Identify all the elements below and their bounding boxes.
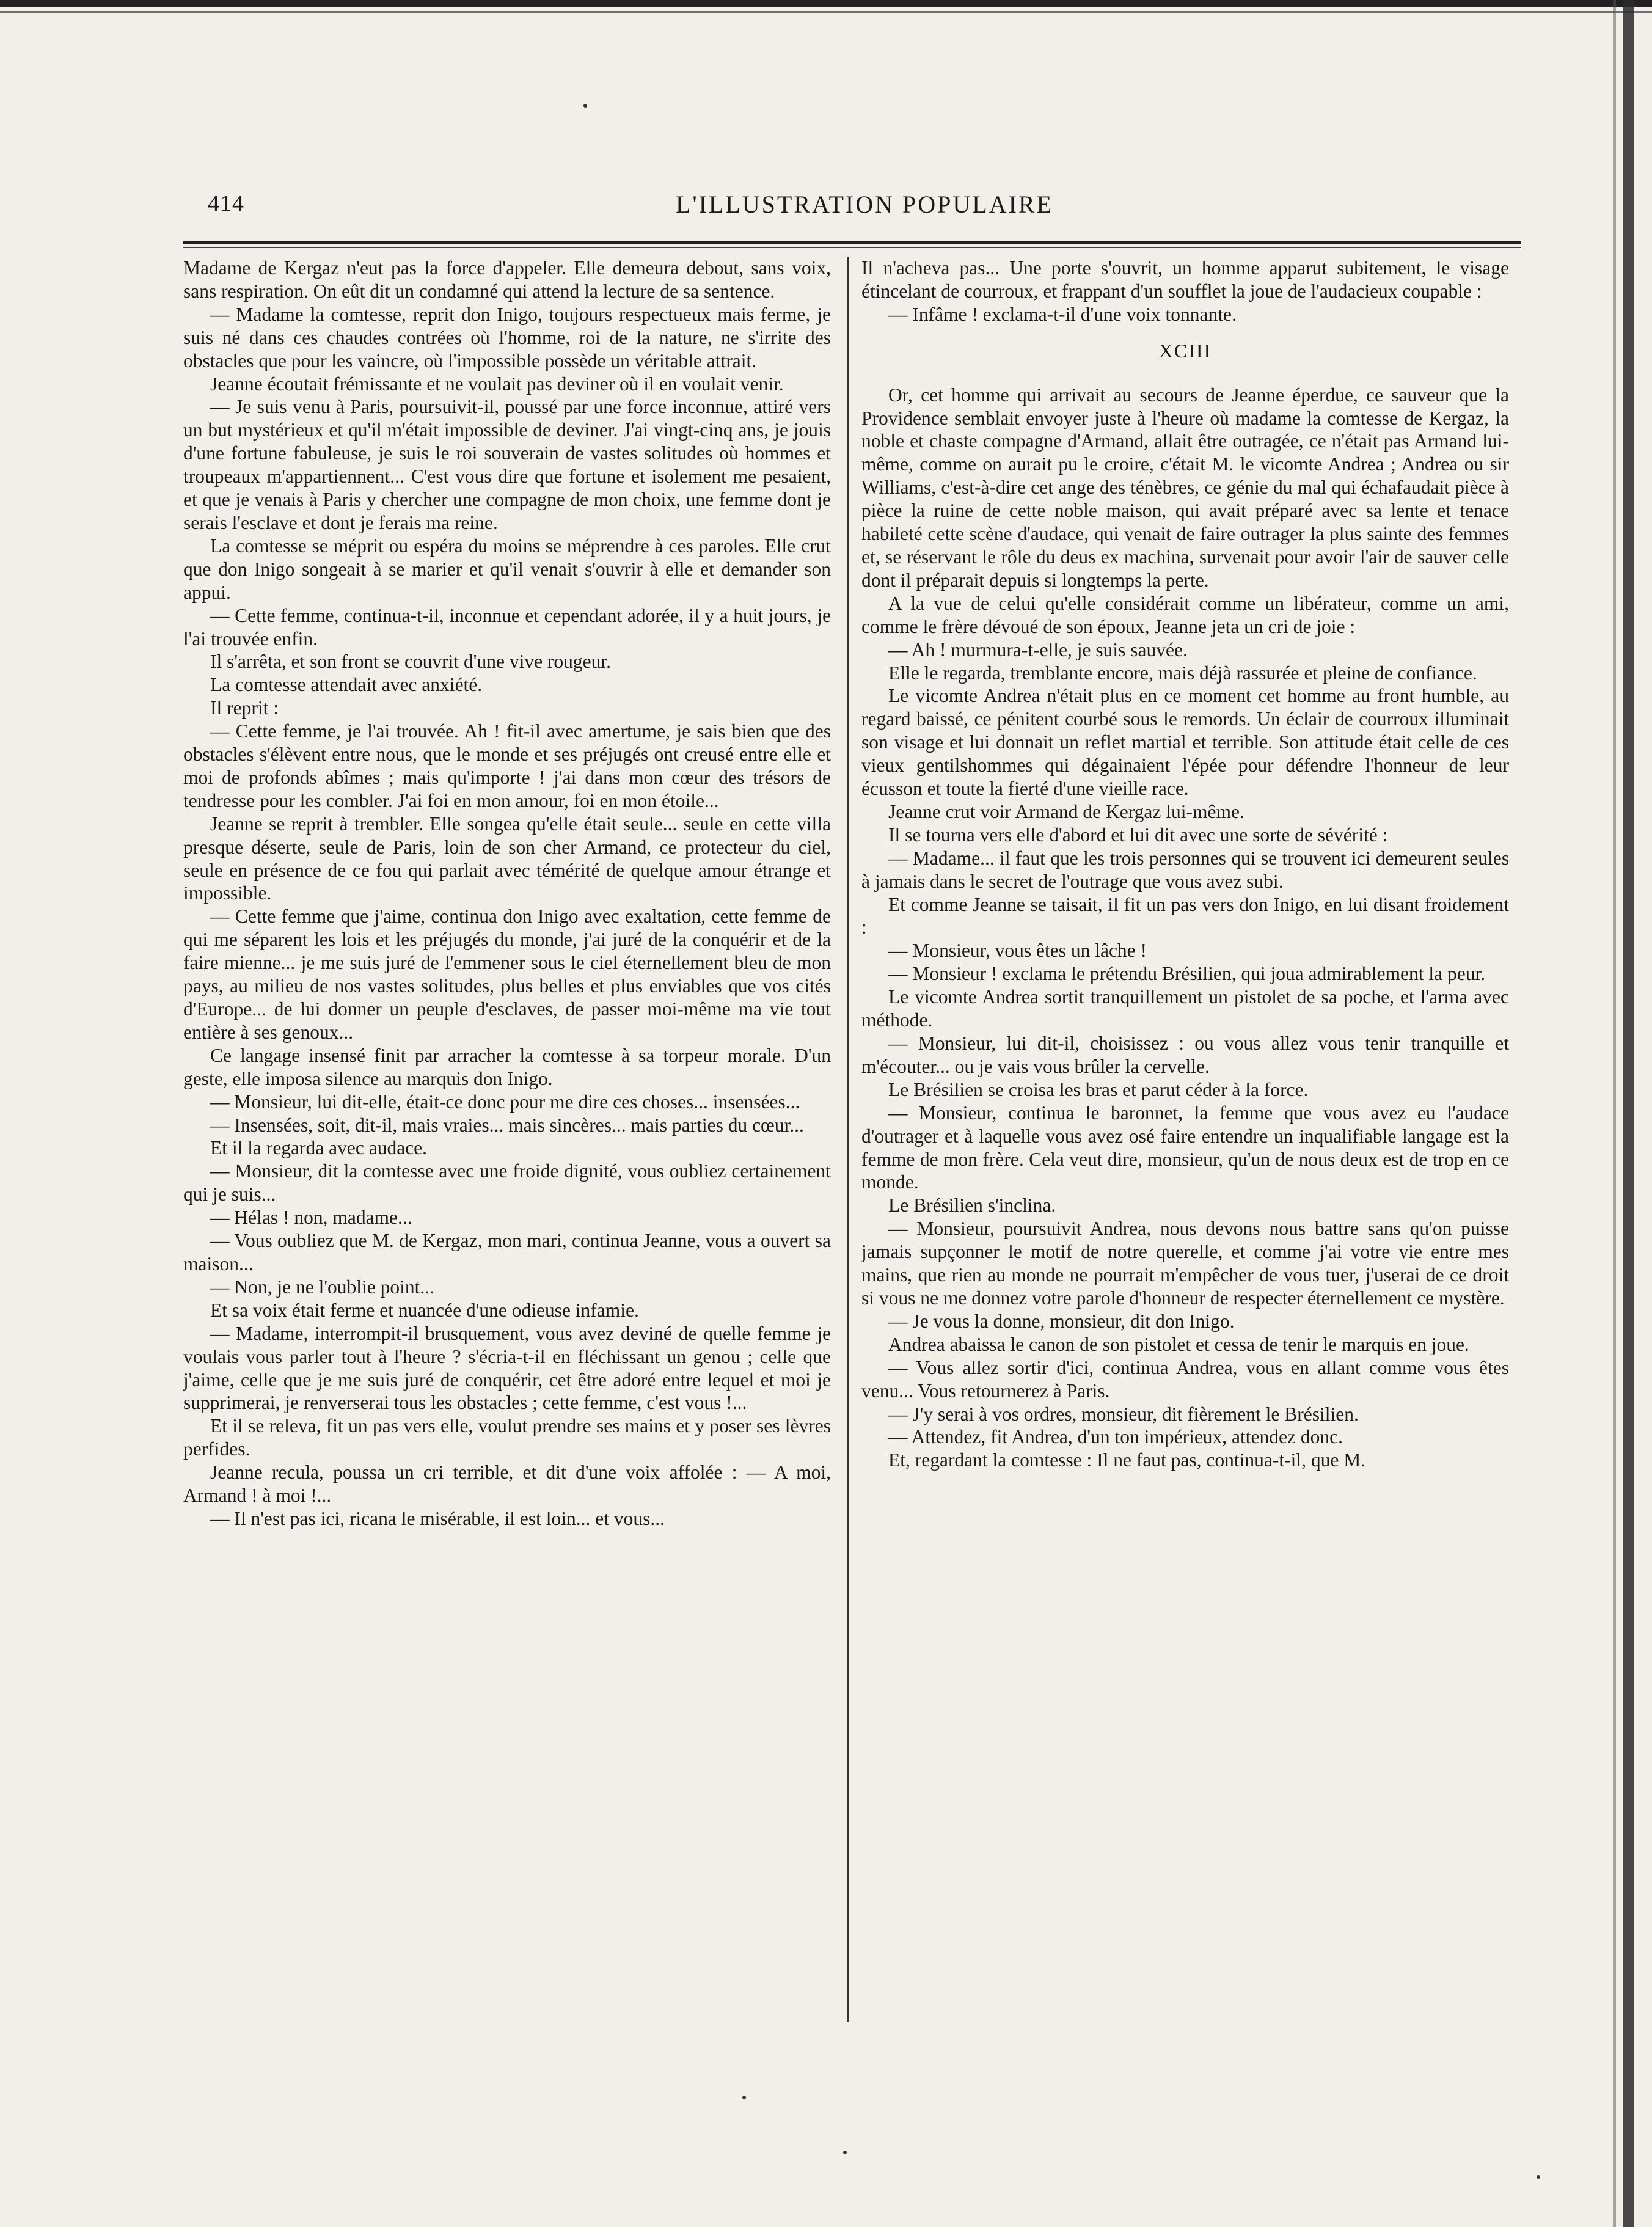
paragraph: Jeanne crut voir Armand de Kergaz lui-même. <box>888 800 1244 822</box>
paragraph: Et, regardant la comtesse : Il ne faut pas, continua-t-il, que M. <box>888 1449 1366 1471</box>
paragraph: Le vicomte Andrea n'était plus en ce moment cet homme au front humble, au regard baissé, ce pénitent courbé sous le remords. Un éclair de courroux illuminait son visage et lui donnait un reflet martial et terrible. Son attitude était celle de ces vieux gentilshommes qui dégainaient l'épée pour défendre l'honneur de leur écusson et toute la fierté d'une vieille race. <box>861 685 1509 800</box>
right-column-top <box>861 257 1509 326</box>
paragraph: — Il n'est pas ici, ricana le misérable, il est loin... et vous... <box>210 1507 665 1529</box>
left-column <box>183 257 831 1530</box>
top-scan-border <box>0 0 1652 7</box>
paragraph: — Monsieur, continua le baronnet, la femme que vous avez eu l'audace d'outrager et à laquelle vous avez osé faire entendre un inqualifiable langage est la femme de mon frère. Cela veut dire, monsieur, qu'un de nous deux est de trop en ce monde. <box>861 1102 1509 1193</box>
paragraph: — Non, je ne l'oublie point... <box>210 1276 435 1298</box>
paragraph: — Cette femme, continua-t-il, inconnue et cependant adorée, il y a huit jours, je l'ai trouvée enfin. <box>183 604 831 649</box>
header-rule-secondary <box>183 247 1521 248</box>
top-scan-border-secondary <box>0 11 1652 13</box>
paragraph: Il s'arrêta, et son front se couvrit d'une vive rougeur. <box>210 651 612 673</box>
paragraph: Madame de Kergaz n'eut pas la force d'appeler. Elle demeura debout, sans voix, sans respiration. On eût dit un condamné qui attend la lecture de sa sentence. <box>183 257 831 302</box>
paragraph: Le Brésilien se croisa les bras et parut céder à la force. <box>888 1078 1309 1100</box>
paragraph: Et comme Jeanne se taisait, il fit un pas vers don Inigo, en lui disant froidement : <box>861 893 1509 938</box>
paragraph: Et il la regarda avec audace. <box>210 1137 428 1159</box>
paragraph: Il reprit : <box>210 697 279 719</box>
paragraph: — Attendez, fit Andrea, d'un ton impérieux, attendez donc. <box>888 1426 1343 1448</box>
page-header <box>208 186 1521 223</box>
paragraph: — Madame la comtesse, reprit don Inigo, toujours respectueux mais ferme, je suis né dans ces chaudes contrées où l'homme, roi de la nature, ne s'irrite des obstacles que pour les vaincre, où l'impossible possède un véritable attrait. <box>183 303 831 371</box>
paragraph: Jeanne recula, poussa un cri terrible, et dit d'une voix affolée : — A moi, Armand ! à moi !... <box>183 1461 831 1507</box>
paragraph: Et sa voix était ferme et nuancée d'une odieuse infamie. <box>210 1299 639 1321</box>
paragraph: — Je suis venu à Paris, poursuivit-il, poussé par une force inconnue, attiré vers un but mystérieux et qu'il m'était impossible de deviner. J'ai vingt-cinq ans, je jouis d'une fortune fabuleuse, je suis le roi souverain de vastes solitudes où hommes et troupeaux m'appartiennent... C'est vous dire que fortune et isolement me pesaient, et que je venais à Paris y chercher une compagne de mon choix, une femme dont je serais l'esclave et dont je ferais ma reine. <box>183 396 831 533</box>
paragraph: Et il se releva, fit un pas vers elle, voulut prendre ses mains et y poser ses lèvres perfides. <box>183 1415 831 1460</box>
paragraph: — Monsieur, lui dit-elle, était-ce donc pour me dire ces choses... insensées... <box>210 1091 800 1113</box>
paragraph: — Monsieur, poursuivit Andrea, nous devons nous battre sans qu'on puisse jamais supçonner le motif de notre querelle, et comme j'ai votre vie entre mes mains, que rien au monde ne pourrait m'empêcher de vous tuer, j'userai de ce droit si vous ne me donnez votre parole d'honneur de respecter éternellement ce mystère. <box>861 1218 1509 1309</box>
paragraph: — Cette femme que j'aime, continua don Inigo avec exaltation, cette femme de qui me séparent les lois et les préjugés du monde, j'ai juré de la conquérir et de la faire mienne... je me suis juré de l'emmener sous le ciel éternellement bleu de mon pays, au milieu de nos vastes solitudes, plus belles et plus enviables que vos cités d'Europe... de lui donner un peuple d'esclaves, de passer moi-même ma vie tout entière à ses genoux... <box>183 905 831 1043</box>
right-column-bottom <box>861 384 1509 1472</box>
paragraph: Ce langage insensé finit par arracher la comtesse à sa torpeur morale. D'un geste, elle imposa silence au marquis don Inigo. <box>183 1044 831 1089</box>
scan-speck <box>583 104 587 108</box>
paragraph: — Monsieur, dit la comtesse avec une froide dignité, vous oubliez certainement qui je suis... <box>183 1160 831 1205</box>
paragraph: Il n'acheva pas... Une porte s'ouvrit, un homme apparut subitement, le visage étincelant de courroux, et frappant d'un soufflet la joue de l'audacieux coupable : <box>861 257 1509 302</box>
paragraph: — J'y serai à vos ordres, monsieur, dit fièrement le Brésilien. <box>888 1403 1359 1425</box>
scan-speck <box>1537 2175 1540 2179</box>
right-column <box>861 257 1509 1472</box>
paragraph: — Hélas ! non, madame... <box>210 1207 412 1229</box>
paragraph: Jeanne écoutait frémissante et ne voulait pas deviner où il en voulait venir. <box>210 373 784 395</box>
paragraph: Or, cet homme qui arrivait au secours de Jeanne éperdue, ce sauveur que la Providence semblait envoyer juste à l'heure où madame la comtesse de Kergaz, la noble et chaste compagne d'Armand, allait être outragée, ce n'était pas Armand lui-même, comme on aurait pu le croire, c'était M. le vicomte Andrea ; Andrea ou sir Williams, c'est-à-dire cet ange des ténèbres, ce génie du mal qui échafaudait pièce à pièce la ruine de cette noble maison, qui avait préparé avec sa lente et tenace habileté cette scène d'audace, qui venait de faire outrager la plus sainte des femmes et, se réservant le rôle du deus ex machina, survenait pour avoir l'air de sauver celle dont il préparait depuis si longtemps la perte. <box>861 384 1509 591</box>
column-divider <box>847 257 849 2022</box>
paragraph: — Insensées, soit, dit-il, mais vraies... mais sincères... mais parties du cœur... <box>210 1114 804 1136</box>
paragraph: Il se tourna vers elle d'abord et lui dit avec une sorte de sévérité : <box>888 824 1388 846</box>
paragraph: — Vous oubliez que M. de Kergaz, mon mari, continua Jeanne, vous a ouvert sa maison... <box>183 1230 831 1274</box>
scan-speck <box>843 2151 847 2154</box>
paragraph: Andrea abaissa le canon de son pistolet et cessa de tenir le marquis en joue. <box>888 1333 1469 1355</box>
header-rule <box>183 241 1521 244</box>
paragraph: — Monsieur, vous êtes un lâche ! <box>888 940 1147 962</box>
paragraph: — Madame, interrompit-il brusquement, vous avez deviné de quelle femme je voulais vous parler tout à l'heure ? s'écria-t-il en fléchissant un genou ; celle que j'aime, celle que je me suis juré de conquérir, cet être adoré entre lequel et moi je supprimerai, je renverserai tous les obstacles ; cette femme, c'est vous !... <box>183 1322 831 1414</box>
running-title: L'ILLUSTRATION POPULAIRE <box>675 191 1054 218</box>
paragraph: — Vous allez sortir d'ici, continua Andrea, vous en allant comme vous êtes venu... Vous retournerez à Paris. <box>861 1356 1509 1402</box>
paragraph: — Monsieur ! exclama le prétendu Brésilien, qui joua admirablement la peur. <box>888 963 1486 985</box>
right-scan-edge <box>1623 0 1634 2227</box>
paragraph: — Cette femme, je l'ai trouvée. Ah ! fit-il avec amertume, je sais bien que des obstacles s'élèvent entre nous, que le monde et ses préjugés ont creusé entre elle et moi de profonds abîmes ; mais qu'importe ! j'ai dans mon cœur des trésors de tendresse pour les combler. J'ai foi en mon amour, foi en mon étoile... <box>183 720 831 811</box>
paragraph: A la vue de celui qu'elle considérait comme un libérateur, comme un ami, comme le frère dévoué de son époux, Jeanne jeta un cri de joie : <box>861 592 1509 637</box>
paragraph: — Je vous la donne, monsieur, dit don Inigo. <box>888 1310 1235 1332</box>
paragraph: — Infâme ! exclama-t-il d'une voix tonnante. <box>888 303 1237 325</box>
paragraph: — Monsieur, lui dit-il, choisissez : ou vous allez vous tenir tranquille et m'écouter... ou je vais vous brûler la cervelle. <box>861 1033 1509 1077</box>
paragraph: Le Brésilien s'inclina. <box>888 1194 1056 1216</box>
paragraph: La comtesse attendait avec anxiété. <box>210 674 483 696</box>
right-scan-edge-secondary <box>1613 0 1616 2227</box>
page-number: 414 <box>208 191 244 216</box>
paragraph: Elle le regarda, tremblante encore, mais déjà rassurée et pleine de confiance. <box>888 662 1477 684</box>
paragraph: Le vicomte Andrea sortit tranquillement un pistolet de sa poche, et l'arma avec méthode. <box>861 986 1509 1031</box>
scan-speck <box>742 2096 746 2099</box>
chapter-heading: XCIII <box>1158 339 1212 362</box>
paragraph: Jeanne se reprit à trembler. Elle songea qu'elle était seule... seule en cette villa presque déserte, seule de Paris, loin de son cher Armand, ce protecteur du ciel, seule en présence de ce fou qui parlait avec témérité de quelque amour étrange et impossible. <box>183 813 831 904</box>
paragraph: — Madame... il faut que les trois personnes qui se trouvent ici demeurent seules à jamais dans le secret de l'outrage que vous avez subi. <box>861 847 1509 892</box>
paragraph: — Ah ! murmura-t-elle, je suis sauvée. <box>888 638 1188 660</box>
paragraph: La comtesse se méprit ou espéra du moins se méprendre à ces paroles. Elle crut que don Inigo songeait à se marier et qu'il venait s'ouvrir à elle et demander son appui. <box>183 535 831 603</box>
